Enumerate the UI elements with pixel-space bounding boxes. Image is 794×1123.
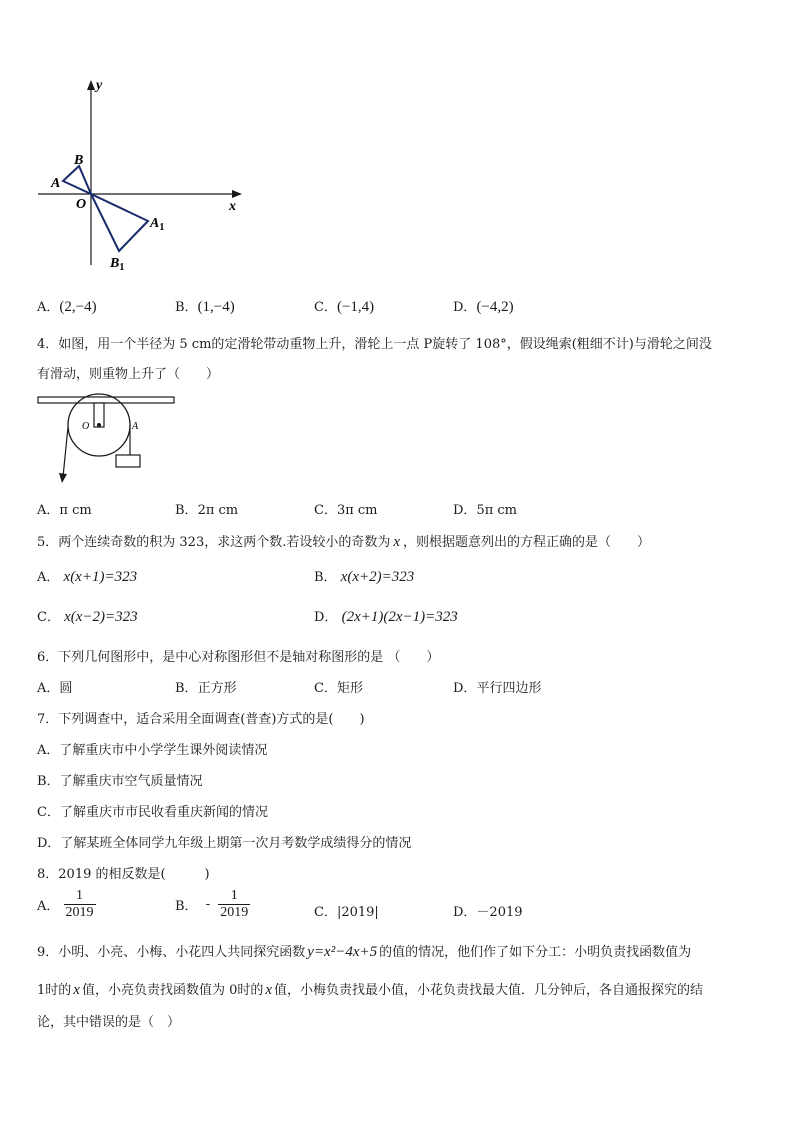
point-B-label: B [74, 153, 84, 168]
rope-left [63, 427, 68, 477]
x-axis-label: x [229, 199, 236, 214]
pulley-point-label: A [132, 421, 139, 432]
point-A-label: A [51, 176, 61, 191]
q4-stem-line1: 4．如图，用一个半径为 5 cm的定滑轮带动重物上升，滑轮上一点 P旋转了 108°，假设绳索(粗细不计)与滑轮之间没 [37, 337, 712, 352]
ceiling-bar [38, 397, 174, 403]
q7-option-a: A．了解重庆市中小学学生课外阅读情况 [37, 743, 268, 758]
weight-block [116, 455, 140, 467]
q8-option-a: A． $\frac{1}{2019}$ [37, 888, 94, 920]
q8-option-d: D．－2019 [453, 905, 523, 920]
q3-option-a: A．(2,−4) [37, 299, 97, 315]
q7-stem: 7．下列调查中，适合采用全面调查(普查)方式的是( ) [37, 712, 365, 727]
q3-option-c: C．(−1,4) [314, 299, 375, 315]
point-B1-label: $B_1$ [110, 256, 125, 273]
q9-stem-line3: 论，其中错误的是（ ） [37, 1015, 181, 1030]
x-axis-arrow [232, 190, 242, 198]
pulley-center-label: O [82, 421, 90, 432]
q5-option-b: B． x(x+2)=323 [314, 569, 415, 585]
q5-stem: 5．两个连续奇数的积为 323，求这两个数.若设较小的奇数为 x ，则根据题意列出的方程正确的是（ ） [37, 534, 651, 550]
q4-stem-line2: 有滑动，则重物上升了（ ） [37, 367, 220, 382]
q6-option-d: D．平行四边形 [453, 681, 542, 696]
q7-option-d: D．了解某班全体同学九年级上期第一次月考数学成绩得分的情况 [37, 836, 412, 851]
q7-option-c: C．了解重庆市市民收看重庆新闻的情况 [37, 805, 268, 820]
q6-option-c: C．矩形 [314, 681, 363, 696]
q8-option-b-fraction: $\frac{1}{2019}$ [220, 888, 249, 920]
q8-option-b: B． - $\frac{1}{2019}$ [175, 888, 249, 920]
q4-option-b: B．2π cm [175, 503, 239, 518]
triangle-AOB [63, 166, 91, 194]
q6-stem: 6．下列几何图形中，是中心对称图形但不是轴对称图形的是 （ ） [37, 650, 440, 665]
q3-option-d: D．(−4,2) [453, 299, 514, 315]
q8-stem: 8．2019 的相反数是( ) [37, 867, 210, 882]
triangle-A1OB1 [91, 194, 148, 251]
q6-option-b: B．正方形 [175, 681, 237, 696]
point-A1-label: $A_1$ [150, 216, 165, 233]
q7-option-b: B．了解重庆市空气质量情况 [37, 774, 203, 789]
q5-option-a: A． x(x+1)=323 [37, 569, 138, 585]
q5-option-c: C． x(x−2)=323 [37, 609, 138, 625]
y-axis-arrow [87, 80, 95, 90]
q8-option-a-fraction: $\frac{1}{2019}$ [65, 888, 94, 920]
origin-label: O [76, 197, 87, 212]
q9-stem-line1: 9．小明、小亮、小梅、小花四人共同探究函数 y=x²−4x+5 的值的情况，他们作了如下分工：小明负责找函数值为 [37, 944, 692, 960]
q5-option-d: D． (2x+1)(2x−1)=323 [314, 609, 458, 625]
coordinate-figure [30, 75, 260, 275]
q3-option-b: B．(1,−4) [175, 299, 235, 315]
rope-arrow [59, 473, 67, 483]
pulley-figure [36, 393, 178, 487]
q8-option-c: C．|2019| [314, 905, 379, 920]
q9-stem-line2: 1时的 x 值，小亮负责找函数值为 0时的 x 值，小梅负责找最小值，小花负责找最大值．几分钟后，各自通报探究的结 [37, 982, 704, 998]
q4-option-a: A．π cm [37, 503, 92, 518]
q4-option-d: D．5π cm [453, 503, 517, 518]
y-axis-label: y [96, 78, 103, 93]
q6-option-a: A．圆 [37, 681, 73, 696]
pulley-center [97, 423, 101, 427]
q4-option-c: C．3π cm [314, 503, 378, 518]
